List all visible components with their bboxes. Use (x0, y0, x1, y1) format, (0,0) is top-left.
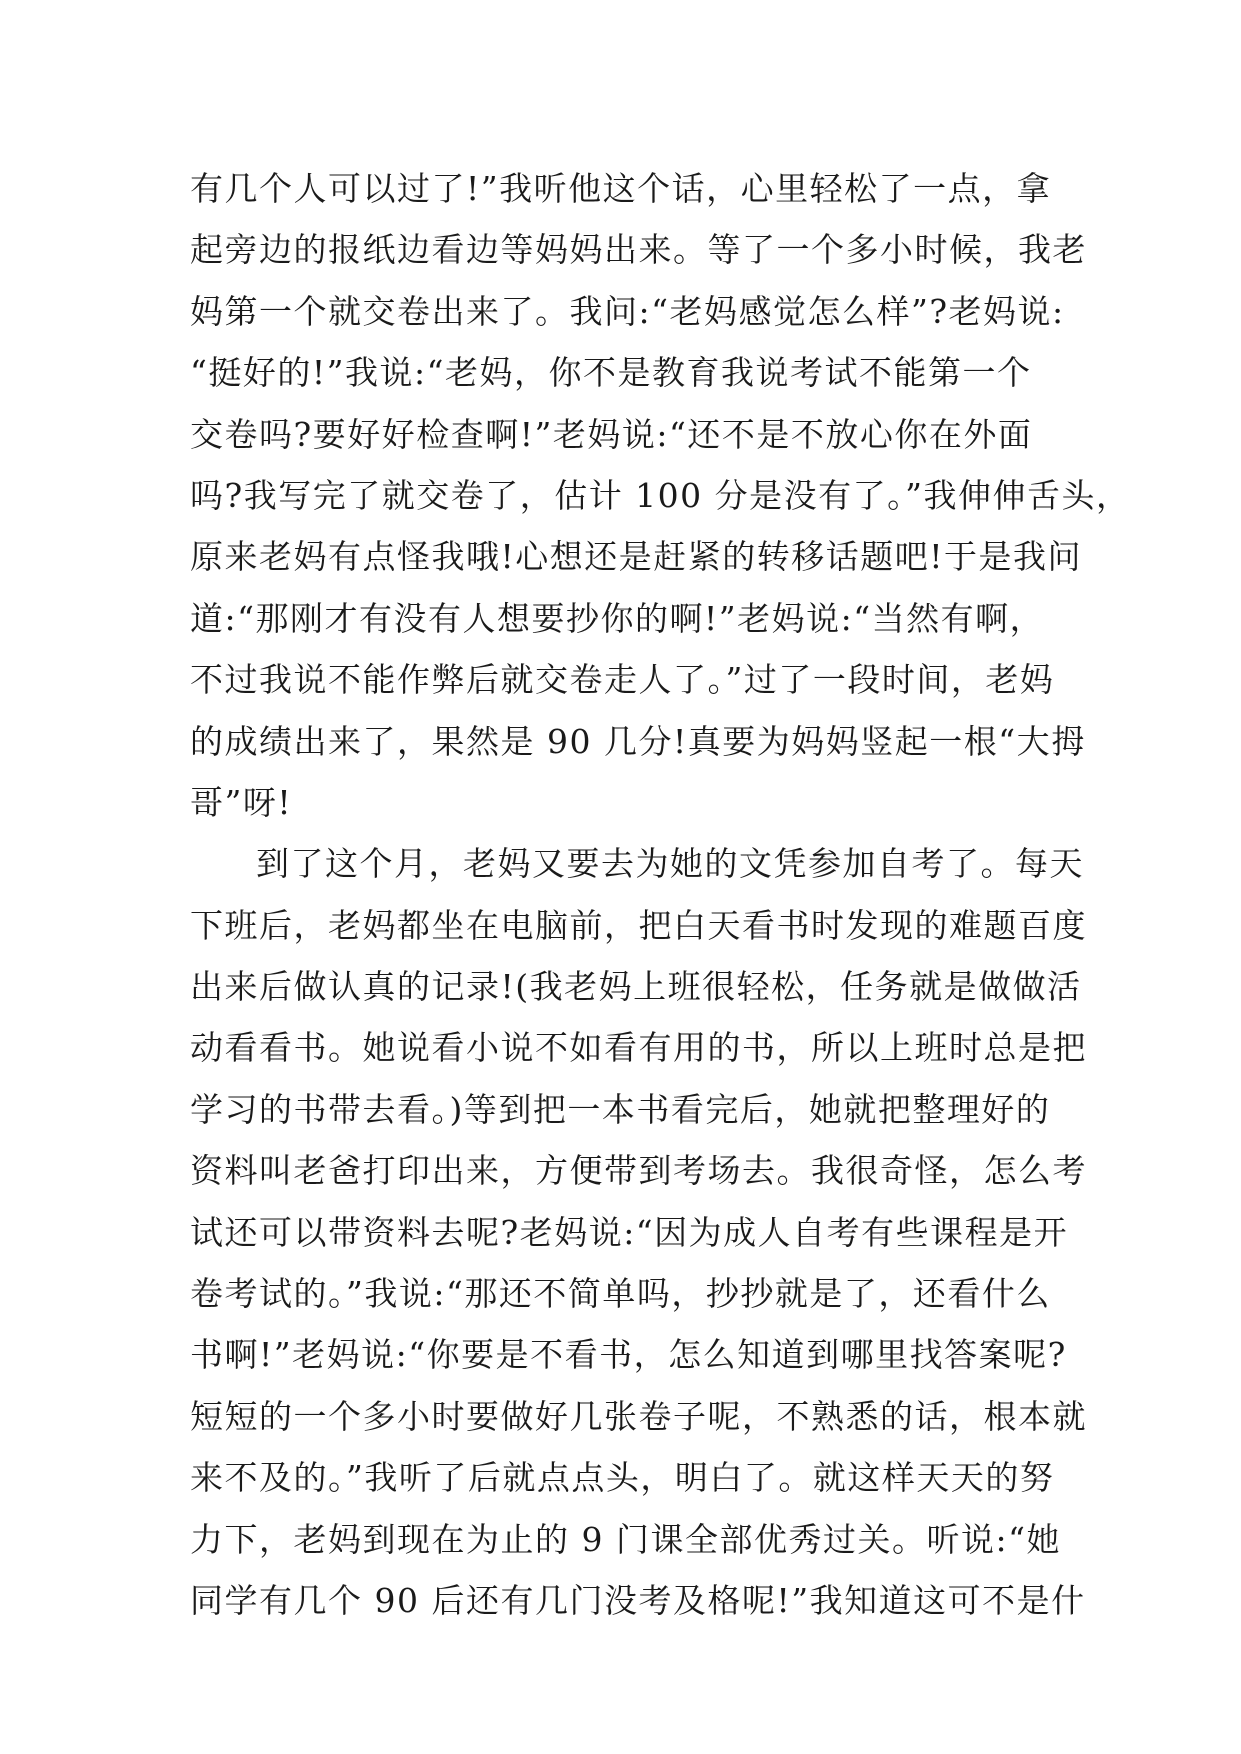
text-line: 动看看书。她说看小说不如看有用的书，所以上班时总是把 (190, 1028, 1087, 1068)
text-line: 的成绩出来了，果然是 90 几分!真要为妈妈竖起一根“大拇 (190, 721, 1086, 761)
text-line: 吗?我写完了就交卷了，估计 100 分是没有了。”我伸伸舌头， (190, 475, 1131, 515)
text-line: 妈第一个就交卷出来了。我问:“老妈感觉怎么样”?老妈说: (190, 291, 1065, 331)
text-line: 力下，老妈到现在为止的 9 门课全部优秀过关。听说:“她 (190, 1519, 1061, 1559)
body-text (190, 158, 1131, 1631)
text-line: 道:“那刚才有没有人想要抄你的啊!”老妈说:“当然有啊， (190, 598, 1045, 638)
text-line: 学习的书带去看。)等到把一本书看完后，她就把整理好的 (190, 1089, 1051, 1129)
text-line: “挺好的!”我说:“老妈，你不是教育我说考试不能第一个 (190, 353, 1032, 393)
paragraph-start-line: 到了这个月，老妈又要去为她的文凭参加自考了。每天 (256, 844, 1084, 884)
text-line: 卷考试的。”我说:“那还不简单吗，抄抄就是了，还看什么 (190, 1274, 1051, 1314)
text-line: 短短的一个多小时要做好几张卷子呢，不熟悉的话，根本就 (190, 1396, 1087, 1436)
text-line: 出来后做认真的记录!(我老妈上班很轻松，任务就是做做活 (190, 967, 1082, 1007)
text-line: 同学有几个 90 后还有几门没考及格呢!”我知道这可不是什 (190, 1580, 1086, 1620)
text-line: 试还可以带资料去呢?老妈说:“因为成人自考有些课程是开 (190, 1212, 1069, 1252)
text-line: 书啊!”老妈说:“你要是不看书，怎么知道到哪里找答案呢? (190, 1335, 1067, 1375)
text-line: 起旁边的报纸边看边等妈妈出来。等了一个多小时候，我老 (190, 230, 1087, 270)
text-line: 哥”呀! (190, 782, 293, 822)
text-line: 有几个人可以过了!”我听他这个话，心里轻松了一点，拿 (190, 169, 1052, 208)
text-line: 来不及的。”我听了后就点点头，明白了。就这样天天的努 (190, 1458, 1055, 1498)
text-line: 下班后，老妈都坐在电脑前，把白天看书时发现的难题百度 (190, 905, 1087, 945)
text-line: 原来老妈有点怪我哦!心想还是赶紧的转移话题吧!于是我问 (190, 537, 1083, 577)
text-line: 资料叫老爸打印出来，方便带到考场去。我很奇怪，怎么考 (190, 1151, 1087, 1191)
text-line: 交卷吗?要好好检查啊!”老妈说:“还不是不放心你在外面 (190, 414, 1033, 454)
text-line: 不过我说不能作弊后就交卷走人了。”过了一段时间，老妈 (190, 660, 1055, 700)
